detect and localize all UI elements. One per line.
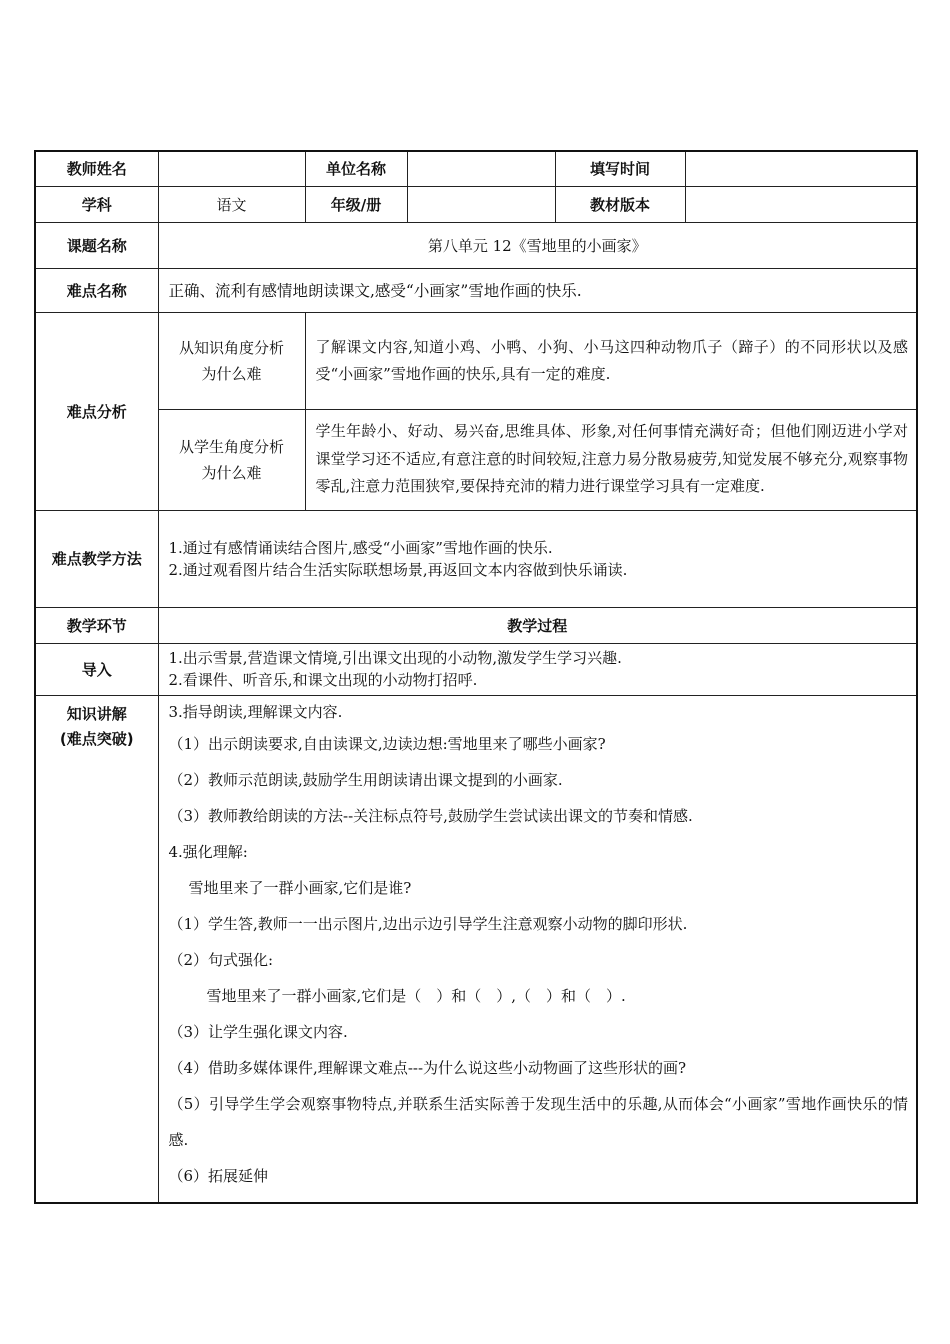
process-line: 雪地里来了一群小画家,它们是谁? [188,878,412,897]
teacher-name-value[interactable] [158,151,305,186]
process-line: （2）句式强化: [168,950,274,969]
topic-value[interactable]: 第八单元 12《雪地里的小画家》 [158,222,917,268]
unit-name-value[interactable] [407,151,555,186]
process-line: （1）出示朗读要求,自由读课文,边读边想:雪地里来了哪些小画家? [168,734,606,753]
edition-label: 教材版本 [555,186,685,222]
difficulty-value[interactable]: 正确、流利有感情地朗读课文,感受“小画家”雪地作画的快乐. [158,268,917,312]
process-line: （2）教师示范朗读,鼓励学生用朗读请出课文提到的小画家. [168,770,563,789]
process-line: （6）拓展延伸 [168,1166,269,1185]
knowledge-content[interactable] [158,695,917,1203]
student-angle-label-line1: 从学生角度分析 [178,437,284,456]
method-row [35,510,917,607]
process-line: （5）引导学生学会观察事物特点,并联系生活实际善于发现生活中的乐趣,从而体会“小画家”雪地作画快乐的情感. [168,1094,908,1149]
process-header-row [35,607,917,643]
method-line: 2.通过观看图片结合生活实际联想场景,再返回文本内容做到快乐诵读. [168,560,628,579]
analysis-label: 难点分析 [35,312,158,510]
topic-label: 课题名称 [35,222,158,268]
stage-header: 教学环节 [35,607,158,643]
process-line: （3）让学生强化课文内容. [168,1022,348,1041]
header-row-1 [35,151,917,186]
topic-row [35,222,917,268]
student-angle-text[interactable]: 学生年龄小、好动、易兴奋,思维具体、形象,对任何事情充满好奇；但他们刚迈进小学对课堂学习还不适应,有意注意的时间较短,注意力易分散易疲劳,知觉发展不够充分,观察事物零乱,注意力范围狭窄,要保持充沛的精力进行课堂学习具有一定难度. [305,409,917,510]
subject-label: 学科 [35,186,158,222]
fill-time-value[interactable] [685,151,917,186]
knowledge-angle-text[interactable]: 了解课文内容,知道小鸡、小鸭、小狗、小马这四种动物爪子（蹄子）的不同形状以及感受“小画家”雪地作画的快乐,具有一定的难度. [305,312,917,409]
method-label: 难点教学方法 [35,510,158,607]
process-line: 4.强化理解: [168,842,248,861]
knowledge-label-line1: 知识讲解 [66,704,127,723]
knowledge-label-line2: (难点突破) [59,729,134,748]
intro-content[interactable] [158,643,917,695]
knowledge-angle-label [158,312,305,409]
fill-time-label: 填写时间 [555,151,685,186]
lesson-plan-table [34,150,918,1204]
knowledge-angle-label-line2: 为什么难 [201,364,262,383]
process-line: （4）借助多媒体课件,理解课文难点---为什么说这些小动物画了这些形状的画? [168,1058,687,1077]
process-header: 教学过程 [158,607,917,643]
intro-line: 2.看课件、听音乐,和课文出现的小动物打招呼. [168,671,478,689]
process-line: （3）教师教给朗读的方法--关注标点符号,鼓励学生尝试读出课文的节奏和情感. [168,806,693,825]
knowledge-row [35,695,917,1203]
header-row-2 [35,186,917,222]
process-line: （1）学生答,教师一一出示图片,边出示边引导学生注意观察小动物的脚印形状. [168,914,688,933]
difficulty-row [35,268,917,312]
difficulty-label: 难点名称 [35,268,158,312]
teacher-name-label: 教师姓名 [35,151,158,186]
analysis-student-row [35,409,917,510]
grade-label: 年级/册 [305,186,407,222]
process-line: 3.指导朗读,理解课文内容. [168,702,343,721]
student-angle-label [158,409,305,510]
intro-label: 导入 [35,643,158,695]
analysis-knowledge-row [35,312,917,409]
knowledge-label [35,695,158,1203]
student-angle-label-line2: 为什么难 [201,463,262,482]
process-line: 雪地里来了一群小画家,它们是（ ）和（ ）,（ ）和（ ）. [206,986,626,1005]
knowledge-angle-label-line1: 从知识角度分析 [178,338,284,357]
grade-value[interactable] [407,186,555,222]
edition-value[interactable] [685,186,917,222]
subject-value[interactable]: 语文 [158,186,305,222]
method-line: 1.通过有感情诵读结合图片,感受“小画家”雪地作画的快乐. [168,538,553,557]
intro-row [35,643,917,695]
intro-line: 1.出示雪景,营造课文情境,引出课文出现的小动物,激发学生学习兴趣. [168,649,622,667]
unit-name-label: 单位名称 [305,151,407,186]
method-content[interactable] [158,510,917,607]
